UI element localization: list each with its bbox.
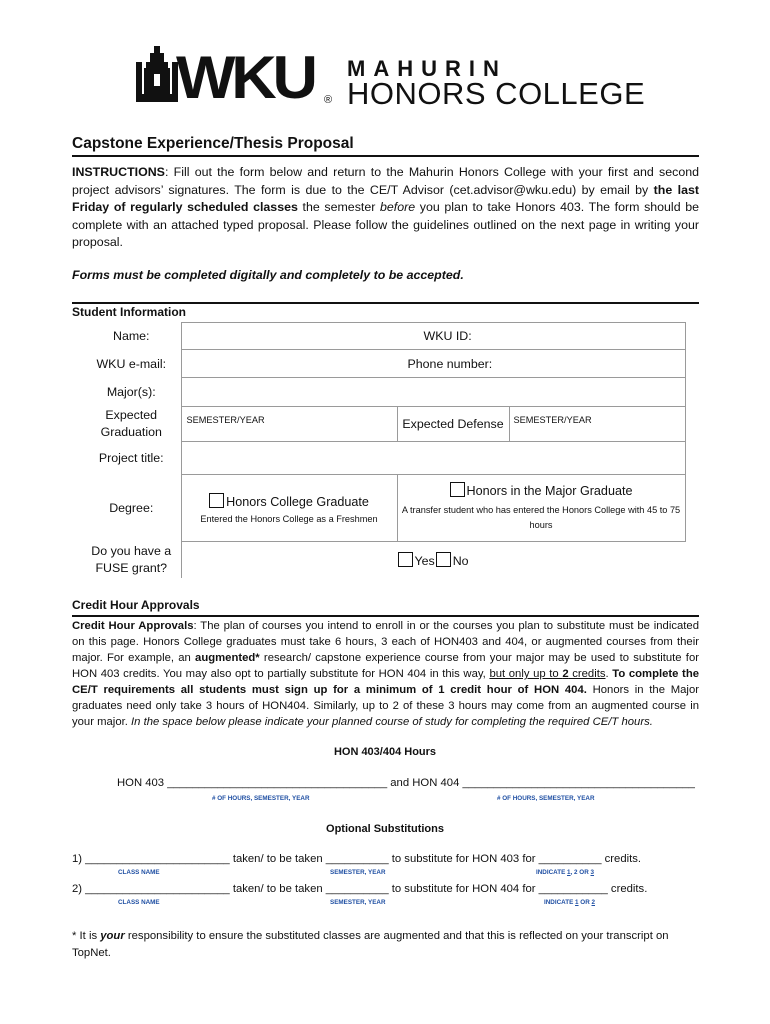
sub2-class-caption: CLASS NAME [118,899,160,906]
email-label: WKU e-mail: [82,350,181,378]
majors-field[interactable] [181,378,685,407]
fuse-yes-checkbox[interactable] [398,552,413,567]
himg-checkbox[interactable] [450,482,465,497]
student-info-table [82,322,686,578]
hon-hours-line [117,777,695,789]
hon403-caption: # OF HOURS, SEMESTER, YEAR [212,795,310,802]
fuse-no-checkbox[interactable] [436,552,451,567]
graduation-semester-field[interactable]: SEMESTER/YEAR [181,407,397,442]
wku-tower-logo-icon [136,46,178,106]
project-title-field[interactable] [181,442,685,475]
defense-semester-field[interactable]: SEMESTER/YEAR [509,407,685,442]
fuse-grant-options [181,542,685,578]
title-divider [72,155,699,157]
hon404-hours-field[interactable]: and HON 404 _____________________________________ [387,777,695,789]
fuse-grant-label: Do you have a FUSE grant? [82,542,181,578]
credit-hour-paragraph: Credit Hour Approvals: The plan of courses you intend to enroll in or the courses you plan to substitute must be indicated on this page. Honors College graduates must take 6 hours, 3 each of HON403 and 404, or augmented courses from their major. For example, an augmented* research/ capstone experience course from your major may be used to substitute for HON 403 credits. You may also opt to partially substitute for HON 404 in this way, but only up to 2 credits. To complete the CE/T requirements all students must sign up for a minimum of 1 credit hour of HON 404. Honors in the Major graduates need only take 3 hours of HON404. Similarly, up to 2 of these 3 hours may come from an augmented course in your major. In the space below please indicate your planned course of study for completing the required CE/T hours. [72,620,699,728]
hcg-checkbox[interactable] [209,493,224,508]
email-field[interactable] [181,350,685,378]
name-label: Name: [82,323,181,350]
page-title: Capstone Experience/Thesis Proposal [72,135,354,152]
phone-label: Phone number: [407,357,493,371]
student-info-divider [72,302,699,304]
logo-registered: ® [324,94,333,106]
hon403-hours-field[interactable]: HON 403 ___________________________________ [117,777,388,789]
majors-label: Major(s): [82,378,181,407]
expected-graduation-label: Expected Graduation [82,407,181,442]
logo-honors-college: HONORS COLLEGE [347,76,646,111]
degree-label: Degree: [82,475,181,542]
optional-substitutions-heading: Optional Substitutions [326,823,444,835]
sub1-semester-caption: SEMESTER, YEAR [330,869,386,876]
sub2-indicate-caption: INDICATE 1 OR 2 [544,899,596,906]
credit-hour-divider [72,615,699,617]
honors-college-graduate-option[interactable]: Honors College Graduate Entered the Honors College as a Freshmen [181,475,397,542]
fuse-yes-label: Yes [414,554,435,568]
honors-in-major-option[interactable]: Honors in the Major Graduate A transfer student who has entered the Honors College with 45 to 75 hours [397,475,685,542]
hon-hours-heading: HON 403/404 Hours [333,746,437,758]
sub2-semester-caption: SEMESTER, YEAR [330,899,386,906]
wku-id-label: WKU ID: [423,329,472,343]
logo-mahurin: MAHURIN [347,56,507,81]
logo-wku: WKU [176,44,314,111]
instructions-paragraph: INSTRUCTIONS: Fill out the form below and return to the Mahurin Honors College with your first and second project advisors’ signatures. The form is due to the CE/T Advisor (cet.advisor@wku.edu) by email by the last Friday of regularly scheduled classes the semester before you plan to take Honors 403. The form should be complete with an attached typed proposal. Please follow the guidelines outlined on the next page in writing your proposal. [72,165,700,249]
forms-note: Forms must be completed digitally and completely to be accepted. [72,268,464,282]
substitution-line-1[interactable]: 1) _______________________ taken/ to be taken __________ to substitute for HON 403 for __________ credits. [72,853,642,865]
hon404-caption: # OF HOURS, SEMESTER, YEAR [497,795,595,802]
student-info-heading: Student Information [72,305,186,319]
expected-defense-label: Expected Defense [397,407,509,442]
project-title-label: Project title: [82,442,181,475]
sub1-class-caption: CLASS NAME [118,869,160,876]
fuse-no-label: No [452,554,469,568]
footnote: * It is your responsibility to ensure the substituted classes are augmented and that this is reflected on your transcript on TopNet. [72,930,669,959]
sub1-indicate-caption: INDICATE 1, 2 OR 3 [536,869,595,876]
substitution-line-2[interactable]: 2) _______________________ taken/ to be taken __________ to substitute for HON 404 for ___________ credits. [72,883,648,895]
name-field[interactable] [181,323,685,350]
credit-hour-heading: Credit Hour Approvals [72,598,200,612]
